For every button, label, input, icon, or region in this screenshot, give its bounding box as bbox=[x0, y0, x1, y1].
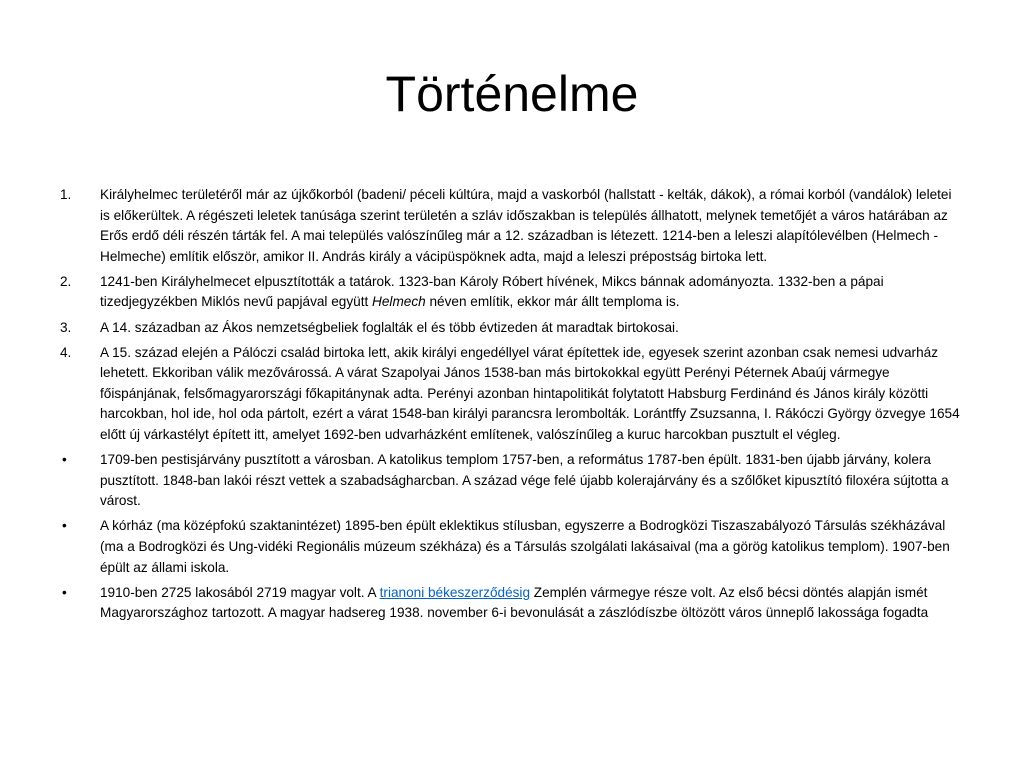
emphasized-text: Helmech bbox=[372, 294, 426, 310]
list-item-text: A 14. században az Ákos nemzetségbeliek foglalták el és több évtizeden át maradtak birtokosai. bbox=[100, 319, 679, 335]
bullet-marker: • bbox=[62, 518, 67, 534]
list-item bbox=[60, 272, 965, 313]
slide-title: Történelme bbox=[385, 66, 639, 122]
list-item bbox=[60, 343, 965, 446]
bullet-marker: • bbox=[62, 452, 67, 468]
trianon-treaty-link[interactable]: trianoni békeszerződésig bbox=[379, 584, 531, 600]
list-item bbox=[60, 318, 965, 339]
list-marker: 4. bbox=[60, 344, 72, 360]
list-item-text bbox=[100, 274, 884, 310]
text-segment: 1241-ben Királyhelmecet elpusztították a tatárok. 1323-ban Károly Róbert hívének, Mikcs bánnak adományozta. 1332-ben a pápai tizedjegyzékben Miklós nevű papjával együtt bbox=[100, 273, 884, 310]
text-segment: Zemplén vármegye része volt. Az első bécsi döntés alapján ismét Magyarországhoz tartozott. A magyar hadsereg 1938. november 6-i bevonulását a zászlódíszbe öltözött város ünneplő lakossága fogadta bbox=[100, 584, 929, 621]
list-marker: 3. bbox=[60, 319, 72, 335]
slide-content bbox=[60, 185, 965, 628]
list-marker: 1. bbox=[60, 187, 72, 202]
list-item-text: A 15. század elején a Pálóczi család birtoka lett, akik királyi engedéllyel várat építettek ide, egyesek szerint azonban csak nemesi udvarház lehetett. Ekkoriban válik mezővárossá. A várat Szapolyai János 1538-ban más birtokokkal együtt Perényi Péternek Abaúj vármegye főispánjának, felsőmagyarországi főkapitánynak adta. Perényi azonban hintapolitikát folytatott Habsburg Ferdinánd és János király közötti harcokban, hol ide, hol oda pártolt, ezért a várat 1548-ban királyi parancsra lerombolták. Lorántffy Zsuzsanna, I. Rákóczi György özvegye 1654 előtt új várkastélyt épített itt, amelyet 1692-ben udvarházként említenek, valószínűleg a kuruc harcokban pusztult el végleg. bbox=[100, 344, 960, 443]
bullet-marker: • bbox=[62, 584, 67, 600]
list-marker: 2. bbox=[60, 273, 72, 289]
list-item bbox=[60, 516, 965, 578]
text-segment: 1910-ben 2725 lakosából 2719 magyar volt. A bbox=[100, 584, 380, 600]
list-item-text bbox=[100, 585, 928, 621]
list-item bbox=[60, 185, 965, 267]
list-item-text: 1709-ben pestisjárvány pusztított a városban. A katolikus templom 1757-ben, a református 1787-ben épült. 1831-ben újabb járvány, kolera pusztított. 1848-ban lakói részt vettek a szabadságharcban. A század vége felé újabb kolerajárvány és a szőlőket kipusztító filoxéra sújtotta a várost. bbox=[100, 452, 949, 509]
list-item-text: A kórház (ma középfokú szaktanintézet) 1895-ben épült eklektikus stílusban, egyszerre a Bodrogközi Tiszaszabályozó Társulás székházával (ma a Bodrogközi és Ung-vidéki Regionális múzeum székháza) és a Társulás szolgálati lakásaival (ma a görög katolikus templom). 1907-ben épült az állami iskola. bbox=[100, 518, 950, 575]
text-segment: néven említik, ekkor már állt temploma is. bbox=[425, 294, 680, 310]
list-item-text: Királyhelmec területéről már az újkőkorból (badeni/ péceli kúltúra, majd a vaskorból (hallstatt - kelták, dákok), a római korból (vandálok) leletei is előkerültek. A régészeti leletek tanúsága szerint területén a szláv időszakban is település állhatott, melynek temetőjét a város határában az Erős erdő déli részén tárták fel. A mai település valószínűleg már a 12. században is létezett. 1214-ben a leleszi alapítólevélben (Helmech - Helmeche) említik először, amikor II. András király a vácipüspöknek adta, majd a leleszi prépostság birtoka lett. bbox=[100, 187, 952, 264]
list-item bbox=[60, 583, 965, 624]
list-item bbox=[60, 450, 965, 512]
